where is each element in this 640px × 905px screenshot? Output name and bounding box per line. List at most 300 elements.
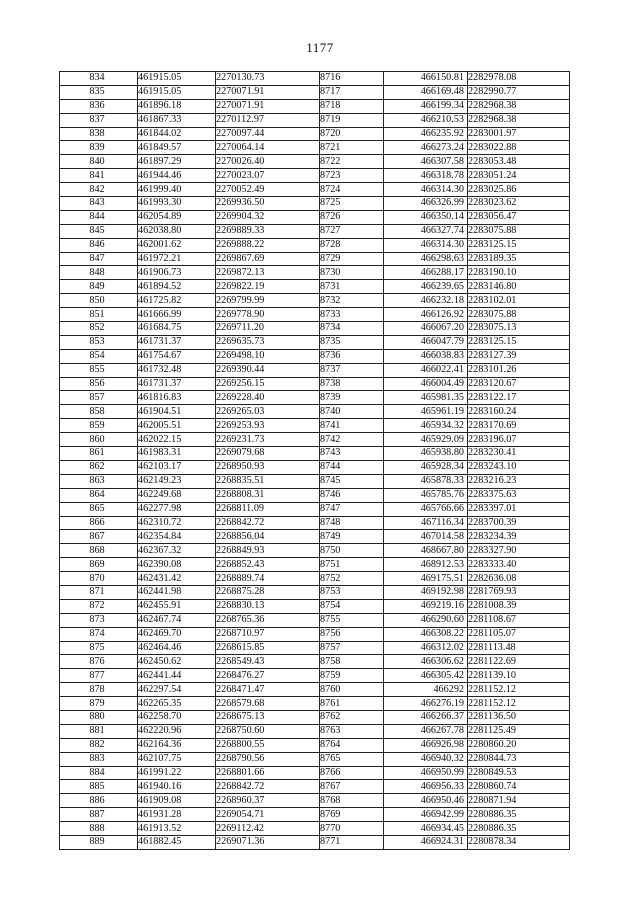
y-coordinate-cell: 2270023.07	[216, 169, 320, 183]
y-coordinate-cell: 2282978.08	[468, 72, 570, 86]
x-coordinate-cell: 466314.30	[384, 238, 468, 252]
y-coordinate-cell: 2283327.90	[468, 544, 570, 558]
y-coordinate-cell: 2270097.44	[216, 127, 320, 141]
point-number-cell: 885	[60, 780, 138, 794]
point-number-cell: 8770	[320, 822, 384, 836]
x-coordinate-cell: 466047.79	[384, 335, 468, 349]
y-coordinate-cell: 2283190.10	[468, 266, 570, 280]
y-coordinate-cell: 2268579.68	[216, 697, 320, 711]
point-number-cell: 8767	[320, 780, 384, 794]
x-coordinate-cell: 462469.70	[138, 627, 216, 641]
x-coordinate-cell: 461972.21	[138, 252, 216, 266]
y-coordinate-cell: 2268842.72	[216, 516, 320, 530]
point-number-cell: 8726	[320, 210, 384, 224]
point-number-cell: 8723	[320, 169, 384, 183]
y-coordinate-cell: 2268615.85	[216, 641, 320, 655]
point-number-cell: 874	[60, 627, 138, 641]
table-row	[60, 349, 570, 363]
point-number-cell: 864	[60, 488, 138, 502]
point-number-cell: 8761	[320, 697, 384, 711]
table-row	[60, 433, 570, 447]
y-coordinate-cell: 2280849.53	[468, 766, 570, 780]
y-coordinate-cell: 2269390.44	[216, 363, 320, 377]
table-row	[60, 169, 570, 183]
y-coordinate-cell: 2281122.69	[468, 655, 570, 669]
y-coordinate-cell: 2283025.86	[468, 183, 570, 197]
table-row	[60, 322, 570, 336]
x-coordinate-cell: 466926.98	[384, 738, 468, 752]
point-number-cell: 8757	[320, 641, 384, 655]
y-coordinate-cell: 2281113.48	[468, 641, 570, 655]
point-number-cell: 851	[60, 308, 138, 322]
x-coordinate-cell: 461849.57	[138, 141, 216, 155]
table-row	[60, 613, 570, 627]
x-coordinate-cell: 466239.65	[384, 280, 468, 294]
point-number-cell: 838	[60, 127, 138, 141]
x-coordinate-cell: 465981.35	[384, 391, 468, 405]
y-coordinate-cell: 2269071.36	[216, 835, 320, 849]
y-coordinate-cell: 2281008.39	[468, 599, 570, 613]
point-number-cell: 866	[60, 516, 138, 530]
y-coordinate-cell: 2268710.97	[216, 627, 320, 641]
point-number-cell: 873	[60, 613, 138, 627]
y-coordinate-cell: 2280871.94	[468, 794, 570, 808]
point-number-cell: 8750	[320, 544, 384, 558]
point-number-cell: 8751	[320, 558, 384, 572]
point-number-cell: 845	[60, 224, 138, 238]
point-number-cell: 888	[60, 822, 138, 836]
y-coordinate-cell: 2270071.91	[216, 85, 320, 99]
table-row	[60, 294, 570, 308]
y-coordinate-cell: 2269888.22	[216, 238, 320, 252]
table-row	[60, 502, 570, 516]
coordinates-table-body	[60, 72, 570, 850]
y-coordinate-cell: 2283700.39	[468, 516, 570, 530]
table-row	[60, 197, 570, 211]
x-coordinate-cell: 469175.51	[384, 572, 468, 586]
point-number-cell: 847	[60, 252, 138, 266]
point-number-cell: 872	[60, 599, 138, 613]
point-number-cell: 8735	[320, 335, 384, 349]
table-row	[60, 544, 570, 558]
x-coordinate-cell: 461944.46	[138, 169, 216, 183]
x-coordinate-cell: 462441.44	[138, 669, 216, 683]
point-number-cell: 863	[60, 474, 138, 488]
point-number-cell: 8758	[320, 655, 384, 669]
table-row	[60, 377, 570, 391]
y-coordinate-cell: 2268889.74	[216, 572, 320, 586]
y-coordinate-cell: 2268811.09	[216, 502, 320, 516]
point-number-cell: 858	[60, 405, 138, 419]
table-row	[60, 572, 570, 586]
point-number-cell: 8737	[320, 363, 384, 377]
x-coordinate-cell: 466273.24	[384, 141, 468, 155]
x-coordinate-cell: 461904.51	[138, 405, 216, 419]
point-number-cell: 840	[60, 155, 138, 169]
point-number-cell: 8760	[320, 683, 384, 697]
y-coordinate-cell: 2283170.69	[468, 419, 570, 433]
x-coordinate-cell: 461909.08	[138, 794, 216, 808]
table-row	[60, 641, 570, 655]
x-coordinate-cell: 465785.76	[384, 488, 468, 502]
point-number-cell: 842	[60, 183, 138, 197]
x-coordinate-cell: 462441.98	[138, 585, 216, 599]
y-coordinate-cell: 2280860.20	[468, 738, 570, 752]
y-coordinate-cell: 2282968.38	[468, 99, 570, 113]
table-row	[60, 85, 570, 99]
y-coordinate-cell: 2269711.20	[216, 322, 320, 336]
point-number-cell: 859	[60, 419, 138, 433]
table-row	[60, 155, 570, 169]
point-number-cell: 8719	[320, 113, 384, 127]
point-number-cell: 857	[60, 391, 138, 405]
x-coordinate-cell: 466235.92	[384, 127, 468, 141]
y-coordinate-cell: 2283196.07	[468, 433, 570, 447]
y-coordinate-cell: 2268849.93	[216, 544, 320, 558]
y-coordinate-cell: 2283160.24	[468, 405, 570, 419]
y-coordinate-cell: 2281108.67	[468, 613, 570, 627]
point-number-cell: 8752	[320, 572, 384, 586]
y-coordinate-cell: 2269872.13	[216, 266, 320, 280]
point-number-cell: 8729	[320, 252, 384, 266]
table-row	[60, 405, 570, 419]
x-coordinate-cell: 462149.23	[138, 474, 216, 488]
point-number-cell: 883	[60, 752, 138, 766]
table-row	[60, 280, 570, 294]
y-coordinate-cell: 2283122.17	[468, 391, 570, 405]
point-number-cell: 8744	[320, 460, 384, 474]
x-coordinate-cell: 462450.62	[138, 655, 216, 669]
table-row	[60, 183, 570, 197]
y-coordinate-cell: 2280886.35	[468, 822, 570, 836]
x-coordinate-cell: 465961.19	[384, 405, 468, 419]
point-number-cell: 869	[60, 558, 138, 572]
y-coordinate-cell: 2283001.97	[468, 127, 570, 141]
y-coordinate-cell: 2269054.71	[216, 808, 320, 822]
x-coordinate-cell: 466276.19	[384, 697, 468, 711]
x-coordinate-cell: 461896.18	[138, 99, 216, 113]
y-coordinate-cell: 2281152.12	[468, 697, 570, 711]
table-row	[60, 238, 570, 252]
table-row	[60, 72, 570, 86]
table-row	[60, 210, 570, 224]
point-number-cell: 854	[60, 349, 138, 363]
y-coordinate-cell: 2283333.40	[468, 558, 570, 572]
x-coordinate-cell: 461999.40	[138, 183, 216, 197]
x-coordinate-cell: 466267.78	[384, 724, 468, 738]
point-number-cell: 835	[60, 85, 138, 99]
y-coordinate-cell: 2268765.36	[216, 613, 320, 627]
x-coordinate-cell: 467014.58	[384, 530, 468, 544]
x-coordinate-cell: 466306.62	[384, 655, 468, 669]
point-number-cell: 848	[60, 266, 138, 280]
x-coordinate-cell: 461732.48	[138, 363, 216, 377]
point-number-cell: 879	[60, 697, 138, 711]
x-coordinate-cell: 466199.34	[384, 99, 468, 113]
point-number-cell: 8721	[320, 141, 384, 155]
x-coordinate-cell: 466210.53	[384, 113, 468, 127]
table-row	[60, 419, 570, 433]
table-row	[60, 627, 570, 641]
x-coordinate-cell: 465928.34	[384, 460, 468, 474]
table-row	[60, 697, 570, 711]
table-row	[60, 599, 570, 613]
x-coordinate-cell: 462431.42	[138, 572, 216, 586]
x-coordinate-cell: 466950.99	[384, 766, 468, 780]
x-coordinate-cell: 466326.99	[384, 197, 468, 211]
point-number-cell: 8755	[320, 613, 384, 627]
point-number-cell: 844	[60, 210, 138, 224]
y-coordinate-cell: 2281139.10	[468, 669, 570, 683]
x-coordinate-cell: 466350.14	[384, 210, 468, 224]
y-coordinate-cell: 2269498.10	[216, 349, 320, 363]
table-row	[60, 752, 570, 766]
point-number-cell: 887	[60, 808, 138, 822]
y-coordinate-cell: 2268750.60	[216, 724, 320, 738]
point-number-cell: 8739	[320, 391, 384, 405]
point-number-cell: 850	[60, 294, 138, 308]
table-row	[60, 266, 570, 280]
point-number-cell: 8718	[320, 99, 384, 113]
y-coordinate-cell: 2280844.73	[468, 752, 570, 766]
x-coordinate-cell: 461991.22	[138, 766, 216, 780]
y-coordinate-cell: 2283023.62	[468, 197, 570, 211]
y-coordinate-cell: 2268471.47	[216, 683, 320, 697]
x-coordinate-cell: 466924.31	[384, 835, 468, 849]
x-coordinate-cell: 462038.80	[138, 224, 216, 238]
point-number-cell: 8766	[320, 766, 384, 780]
x-coordinate-cell: 469219.16	[384, 599, 468, 613]
x-coordinate-cell: 466150.81	[384, 72, 468, 86]
x-coordinate-cell: 461867.33	[138, 113, 216, 127]
y-coordinate-cell: 2269936.50	[216, 197, 320, 211]
table-row	[60, 460, 570, 474]
x-coordinate-cell: 466232.18	[384, 294, 468, 308]
y-coordinate-cell: 2283075.88	[468, 308, 570, 322]
point-number-cell: 8768	[320, 794, 384, 808]
point-number-cell: 8745	[320, 474, 384, 488]
x-coordinate-cell: 466934.45	[384, 822, 468, 836]
point-number-cell: 876	[60, 655, 138, 669]
x-coordinate-cell: 461894.52	[138, 280, 216, 294]
x-coordinate-cell: 462249.68	[138, 488, 216, 502]
x-coordinate-cell: 462297.54	[138, 683, 216, 697]
x-coordinate-cell: 462367.32	[138, 544, 216, 558]
table-row	[60, 822, 570, 836]
x-coordinate-cell: 461731.37	[138, 335, 216, 349]
y-coordinate-cell: 2283127.39	[468, 349, 570, 363]
y-coordinate-cell: 2269778.90	[216, 308, 320, 322]
x-coordinate-cell: 466126.92	[384, 308, 468, 322]
table-row	[60, 738, 570, 752]
y-coordinate-cell: 2270064.14	[216, 141, 320, 155]
y-coordinate-cell: 2269265.03	[216, 405, 320, 419]
y-coordinate-cell: 2268950.93	[216, 460, 320, 474]
x-coordinate-cell: 462220.96	[138, 724, 216, 738]
y-coordinate-cell: 2283146.80	[468, 280, 570, 294]
x-coordinate-cell: 461993.30	[138, 197, 216, 211]
y-coordinate-cell: 2282968.38	[468, 113, 570, 127]
table-row	[60, 252, 570, 266]
x-coordinate-cell: 466288.17	[384, 266, 468, 280]
y-coordinate-cell: 2283056.47	[468, 210, 570, 224]
y-coordinate-cell: 2268808.31	[216, 488, 320, 502]
x-coordinate-cell: 462354.84	[138, 530, 216, 544]
x-coordinate-cell: 469192.98	[384, 585, 468, 599]
y-coordinate-cell: 2269889.33	[216, 224, 320, 238]
y-coordinate-cell: 2283243.10	[468, 460, 570, 474]
table-row	[60, 724, 570, 738]
x-coordinate-cell: 466950.46	[384, 794, 468, 808]
x-coordinate-cell: 462164.36	[138, 738, 216, 752]
x-coordinate-cell: 465766.66	[384, 502, 468, 516]
point-number-cell: 852	[60, 322, 138, 336]
point-number-cell: 870	[60, 572, 138, 586]
point-number-cell: 8746	[320, 488, 384, 502]
point-number-cell: 8749	[320, 530, 384, 544]
point-number-cell: 8742	[320, 433, 384, 447]
point-number-cell: 880	[60, 710, 138, 724]
y-coordinate-cell: 2268549.43	[216, 655, 320, 669]
x-coordinate-cell: 466307.58	[384, 155, 468, 169]
table-row	[60, 585, 570, 599]
point-number-cell: 837	[60, 113, 138, 127]
y-coordinate-cell: 2283125.15	[468, 238, 570, 252]
y-coordinate-cell: 2268801.66	[216, 766, 320, 780]
x-coordinate-cell: 466298.63	[384, 252, 468, 266]
x-coordinate-cell: 466308.22	[384, 627, 468, 641]
table-row	[60, 530, 570, 544]
point-number-cell: 889	[60, 835, 138, 849]
x-coordinate-cell: 466956.33	[384, 780, 468, 794]
x-coordinate-cell: 466290.60	[384, 613, 468, 627]
x-coordinate-cell: 461983.31	[138, 447, 216, 461]
y-coordinate-cell: 2269256.15	[216, 377, 320, 391]
point-number-cell: 849	[60, 280, 138, 294]
point-number-cell: 886	[60, 794, 138, 808]
y-coordinate-cell: 2283101.26	[468, 363, 570, 377]
table-row	[60, 780, 570, 794]
y-coordinate-cell: 2268856.04	[216, 530, 320, 544]
x-coordinate-cell: 462390.08	[138, 558, 216, 572]
point-number-cell: 8743	[320, 447, 384, 461]
y-coordinate-cell: 2283189.35	[468, 252, 570, 266]
x-coordinate-cell: 462467.74	[138, 613, 216, 627]
x-coordinate-cell: 462001.62	[138, 238, 216, 252]
point-number-cell: 8717	[320, 85, 384, 99]
y-coordinate-cell: 2283120.67	[468, 377, 570, 391]
y-coordinate-cell: 2281136.50	[468, 710, 570, 724]
point-number-cell: 8740	[320, 405, 384, 419]
table-row	[60, 766, 570, 780]
x-coordinate-cell: 466940.32	[384, 752, 468, 766]
x-coordinate-cell: 462310.72	[138, 516, 216, 530]
y-coordinate-cell: 2269231.73	[216, 433, 320, 447]
table-row	[60, 669, 570, 683]
x-coordinate-cell: 466038.83	[384, 349, 468, 363]
x-coordinate-cell: 466266.37	[384, 710, 468, 724]
point-number-cell: 8765	[320, 752, 384, 766]
table-row	[60, 335, 570, 349]
x-coordinate-cell: 461915.05	[138, 85, 216, 99]
coordinates-table	[59, 71, 570, 850]
point-number-cell: 884	[60, 766, 138, 780]
point-number-cell: 8753	[320, 585, 384, 599]
point-number-cell: 877	[60, 669, 138, 683]
x-coordinate-cell: 468667.80	[384, 544, 468, 558]
x-coordinate-cell: 461731.37	[138, 377, 216, 391]
x-coordinate-cell: 461666.99	[138, 308, 216, 322]
y-coordinate-cell: 2269904.32	[216, 210, 320, 224]
y-coordinate-cell: 2270052.49	[216, 183, 320, 197]
table-row	[60, 794, 570, 808]
x-coordinate-cell: 466942.99	[384, 808, 468, 822]
y-coordinate-cell: 2269253.93	[216, 419, 320, 433]
point-number-cell: 834	[60, 72, 138, 86]
x-coordinate-cell: 466314.30	[384, 183, 468, 197]
y-coordinate-cell: 2283234.39	[468, 530, 570, 544]
y-coordinate-cell: 2268960.37	[216, 794, 320, 808]
y-coordinate-cell: 2282990.77	[468, 85, 570, 99]
y-coordinate-cell: 2281152.12	[468, 683, 570, 697]
y-coordinate-cell: 2268875.28	[216, 585, 320, 599]
point-number-cell: 8771	[320, 835, 384, 849]
y-coordinate-cell: 2269112.42	[216, 822, 320, 836]
point-number-cell: 8762	[320, 710, 384, 724]
y-coordinate-cell: 2281105.07	[468, 627, 570, 641]
y-coordinate-cell: 2283102.01	[468, 294, 570, 308]
table-row	[60, 835, 570, 849]
point-number-cell: 839	[60, 141, 138, 155]
point-number-cell: 846	[60, 238, 138, 252]
y-coordinate-cell: 2268800.55	[216, 738, 320, 752]
x-coordinate-cell: 461940.16	[138, 780, 216, 794]
x-coordinate-cell: 461915.05	[138, 72, 216, 86]
point-number-cell: 865	[60, 502, 138, 516]
x-coordinate-cell: 462005.51	[138, 419, 216, 433]
y-coordinate-cell: 2283051.24	[468, 169, 570, 183]
y-coordinate-cell: 2269635.73	[216, 335, 320, 349]
y-coordinate-cell: 2269799.99	[216, 294, 320, 308]
x-coordinate-cell: 466067.20	[384, 322, 468, 336]
point-number-cell: 868	[60, 544, 138, 558]
point-number-cell: 8716	[320, 72, 384, 86]
x-coordinate-cell: 462455.91	[138, 599, 216, 613]
table-row	[60, 127, 570, 141]
table-row	[60, 683, 570, 697]
point-number-cell: 8731	[320, 280, 384, 294]
point-number-cell: 860	[60, 433, 138, 447]
table-row	[60, 391, 570, 405]
y-coordinate-cell: 2268842.72	[216, 780, 320, 794]
y-coordinate-cell: 2283075.13	[468, 322, 570, 336]
point-number-cell: 8747	[320, 502, 384, 516]
x-coordinate-cell: 466318.78	[384, 169, 468, 183]
x-coordinate-cell: 462265.35	[138, 697, 216, 711]
point-number-cell: 8759	[320, 669, 384, 683]
y-coordinate-cell: 2269079.68	[216, 447, 320, 461]
point-number-cell: 862	[60, 460, 138, 474]
x-coordinate-cell: 465878.33	[384, 474, 468, 488]
x-coordinate-cell: 466169.48	[384, 85, 468, 99]
y-coordinate-cell: 2270071.91	[216, 99, 320, 113]
x-coordinate-cell: 466312.02	[384, 641, 468, 655]
table-row	[60, 363, 570, 377]
x-coordinate-cell: 462277.98	[138, 502, 216, 516]
point-number-cell: 8722	[320, 155, 384, 169]
point-number-cell: 8734	[320, 322, 384, 336]
y-coordinate-cell: 2268830.13	[216, 599, 320, 613]
